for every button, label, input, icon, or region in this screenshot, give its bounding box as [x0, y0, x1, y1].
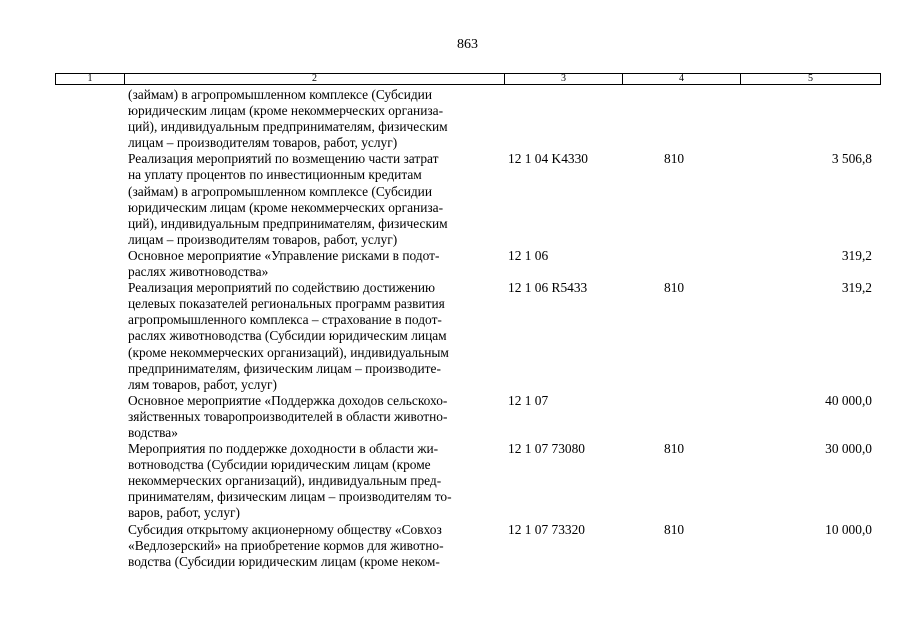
row-amount: 319,2	[841, 247, 872, 263]
row-description: Мероприятия по поддержке доходности в области жи- вотноводства (Субсидии юридическим лицам (кроме некоммерческих организаций), индивидуальным пред- принимателям, физическим лицам – производителям то- варов, работ, услуг)	[128, 441, 452, 521]
row-description: Основное мероприятие «Управление рисками в подот- раслях животноводства»	[128, 247, 440, 280]
table-column-header	[55, 73, 881, 85]
row-amount: 3 506,8	[831, 151, 872, 167]
row-amount	[732, 87, 872, 151]
column-header-2: 2	[124, 74, 504, 84]
row-code: 12 1 04 K4330	[508, 151, 588, 167]
row-code: 12 1 07 73320	[508, 521, 585, 537]
row-expense-type: 810	[664, 151, 685, 167]
row-code: 12 1 07 73080	[508, 441, 585, 457]
row-amount: 10 000,0	[825, 521, 872, 537]
row-code	[500, 87, 632, 151]
table-body	[0, 87, 905, 570]
page-number: 863	[457, 37, 478, 52]
row-description: Реализация мероприятий по содействию достижению целевых показателей региональных программ развития агропромышленного комплекса – страхование в подот- раслях животноводства (Субсидии юридическим лицам (кроме некоммерческих организаций), индивидуальным предпринимателям, физическим лицам – производите- лям товаров, работ, услуг)	[128, 280, 449, 392]
row-expense-type	[632, 393, 732, 441]
table-row	[0, 441, 905, 521]
table-row	[0, 280, 905, 393]
row-description: (займам) в агропромышленном комплексе (Субсидии юридическим лицам (кроме некоммерческих организа- ций), индивидуальным предпринимателям, физическим лицам – производителям товаров, работ, услуг)	[128, 87, 448, 151]
row-expense-type	[632, 248, 732, 280]
column-header-3: 3	[504, 74, 622, 84]
column-header-5: 5	[740, 74, 880, 84]
table-row	[0, 151, 905, 248]
row-code: 12 1 07	[508, 392, 549, 408]
table-row	[0, 87, 905, 151]
row-expense-type: 810	[664, 441, 685, 457]
row-expense-type: 810	[664, 280, 685, 296]
row-code: 12 1 06	[508, 247, 549, 263]
row-description: Реализация мероприятий по возмещению части затрат на уплату процентов по инвестиционным кредитам (займам) в агропромышленном комплексе (Субсидии юридическим лицам (кроме некоммерческих организа- ций), индивидуальным предпринимателям, физическим лицам – производителям товаров, работ, услуг)	[128, 151, 448, 247]
row-expense-type: 810	[664, 521, 685, 537]
row-amount: 40 000,0	[825, 392, 872, 408]
row-description: Субсидия открытому акционерному обществу «Совхоз «Ведлозерский» на приобретение кормов для животно- водства (Субсидии юридическим лицам (кроме неком-	[128, 521, 444, 569]
row-code: 12 1 06 R5433	[508, 280, 588, 296]
table-row	[0, 248, 905, 280]
table-row	[0, 393, 905, 441]
column-header-1: 1	[87, 73, 93, 84]
row-amount: 30 000,0	[825, 441, 872, 457]
row-description: Основное мероприятие «Поддержка доходов сельскохо- зяйственных товаропроизводителей в области животно- водства»	[128, 392, 448, 440]
table-row	[0, 522, 905, 570]
row-expense-type	[632, 87, 732, 151]
row-amount: 319,2	[841, 280, 872, 296]
column-header-4: 4	[622, 74, 740, 84]
